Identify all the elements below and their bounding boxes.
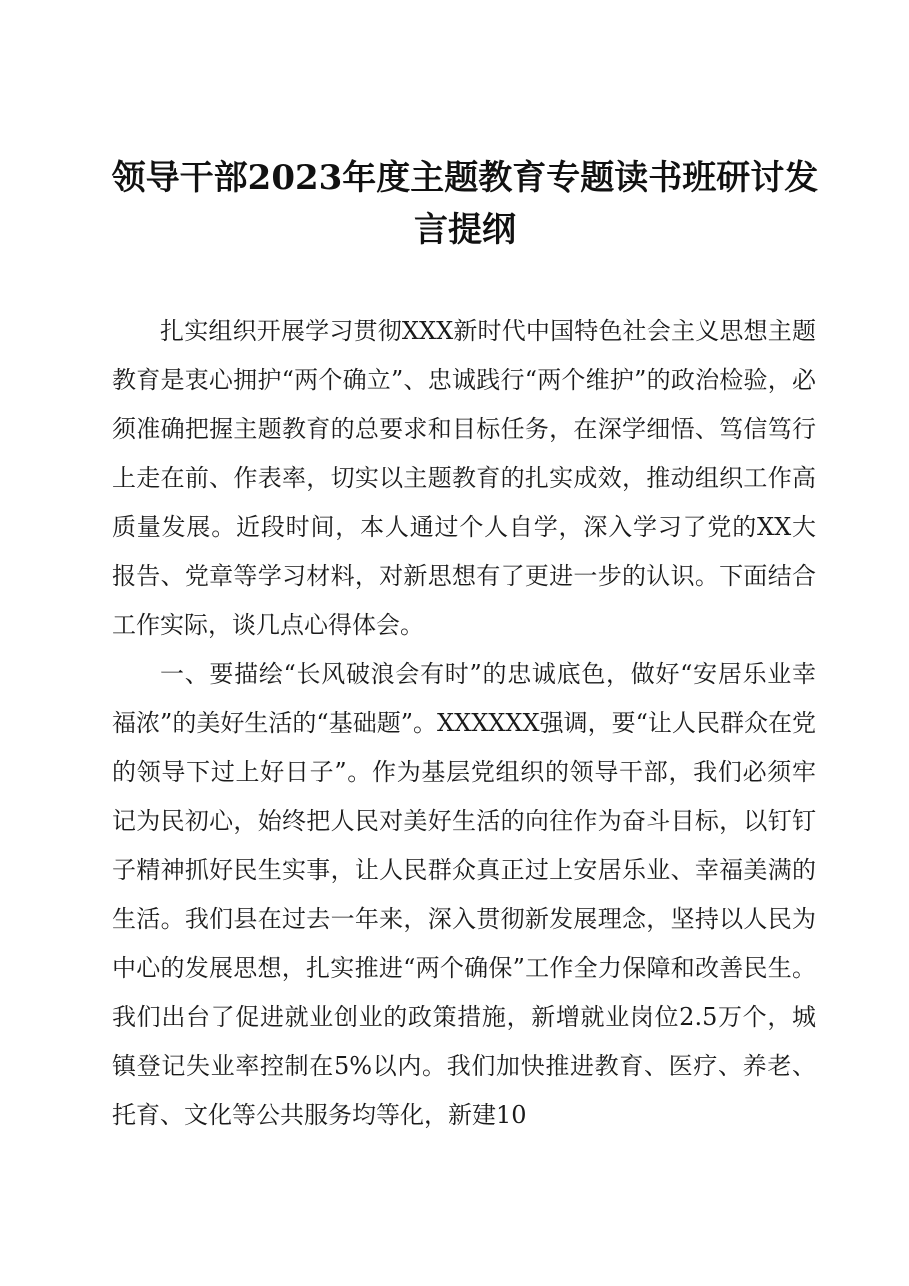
document-title: 领导干部2023年度主题教育专题读书班研讨发言提纲: [111, 158, 819, 250]
document-body: [112, 307, 816, 1140]
paragraph-section-one: 一、要描绘“长风破浪会有时”的忠诚底色，做好“安居乐业幸福浓”的美好生活的“基础题”。XXXXXX强调，要“让人民群众在党的领导下过上好日子”。作为基层党组织的领导干部，我们必须牢记为民初心，始终把人民对美好生活的向往作为奋斗目标，以钉钉子精神抓好民生实事，让人民群众真正过上安居乐业、幸福美满的生活。我们县在过去一年来，深入贯彻新发展理念，坚持以人民为中心的发展思想，扎实推进“两个确保”工作全力保障和改善民生。我们出台了促进就业创业的政策措施，新增就业岗位2.5万个，城镇登记失业率控制在5%以内。我们加快推进教育、医疗、养老、托育、文化等公共服务均等化，新建10: [112, 660, 816, 1129]
paragraph-intro: 扎实组织开展学习贯彻XXX新时代中国特色社会主义思想主题教育是衷心拥护“两个确立”、忠诚践行“两个维护”的政治检验，必须准确把握主题教育的总要求和目标任务，在深学细悟、笃信笃行上走在前、作表率，切实以主题教育的扎实成效，推动组织工作高质量发展。近段时间，本人通过个人自学，深入学习了党的XX大报告、党章等学习材料，对新思想有了更进一步的认识。下面结合工作实际，谈几点心得体会。: [112, 317, 816, 639]
